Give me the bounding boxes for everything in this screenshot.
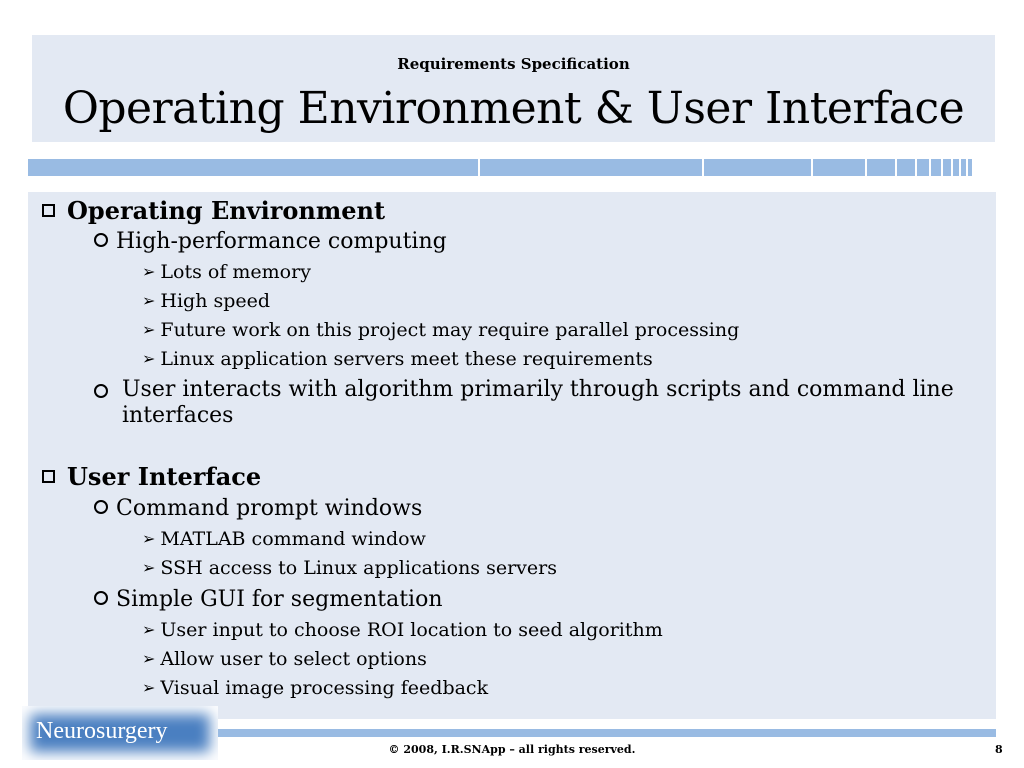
list-item: ➢ MATLAB command window	[142, 528, 426, 550]
circle-bullet-icon	[94, 233, 108, 247]
list-item: ➢ High speed	[142, 290, 271, 312]
arrow-bullet-icon: ➢	[142, 291, 156, 310]
list-item: ➢ Visual image processing feedback	[142, 677, 489, 699]
decorative-stripe	[28, 159, 996, 176]
slide-title: Operating Environment & User Interface	[62, 83, 965, 134]
arrow-bullet-icon: ➢	[142, 262, 156, 281]
arrow-bullet-icon: ➢	[142, 349, 156, 368]
arrow-bullet-icon: ➢	[142, 620, 156, 639]
list-item: High-performance computing	[94, 229, 447, 254]
list-item: Command prompt windows	[94, 496, 422, 521]
square-bullet-icon	[42, 470, 55, 483]
square-bullet-icon	[42, 204, 55, 217]
list-item: Simple GUI for segmentation	[94, 587, 443, 612]
arrow-bullet-icon: ➢	[142, 320, 156, 339]
list-item: ➢ SSH access to Linux applications servers	[142, 557, 557, 579]
footer-copyright: © 2008, I.R.SNApp – all rights reserved.	[388, 743, 636, 756]
list-item: ➢ Allow user to select options	[142, 648, 427, 670]
arrow-bullet-icon: ➢	[142, 649, 156, 668]
list-item: ➢ Future work on this project may require parallel processing	[142, 319, 740, 341]
section-heading-operating-environment: Operating Environment	[42, 196, 385, 225]
list-item: ➢ Lots of memory	[142, 261, 311, 283]
list-item: ➢ User input to choose ROI location to seed algorithm	[142, 619, 663, 641]
arrow-bullet-icon: ➢	[142, 558, 156, 577]
circle-bullet-icon	[94, 384, 108, 398]
slide-subtitle: Requirements Specification	[397, 55, 630, 73]
list-item: ➢ Linux application servers meet these requirements	[142, 348, 653, 370]
title-panel	[32, 35, 995, 142]
logo-text: Neurosurgery	[36, 718, 168, 744]
circle-bullet-icon	[94, 500, 108, 514]
page-number: 8	[995, 743, 1003, 756]
section-heading-user-interface: User Interface	[42, 462, 261, 491]
footer-divider	[218, 729, 996, 737]
arrow-bullet-icon: ➢	[142, 529, 156, 548]
arrow-bullet-icon: ➢	[142, 678, 156, 697]
content-panel	[28, 192, 996, 719]
list-item: User interacts with algorithm primarily through scripts and command line interfaces	[94, 377, 982, 429]
circle-bullet-icon	[94, 591, 108, 605]
